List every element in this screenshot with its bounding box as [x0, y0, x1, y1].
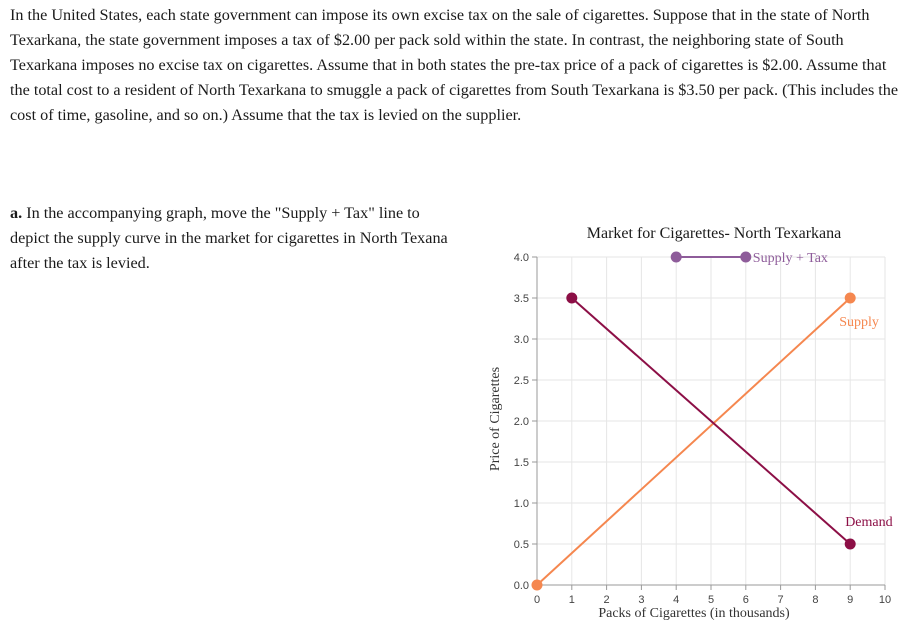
x-tick-label: 7 [777, 594, 784, 606]
supply-tax-point[interactable] [740, 252, 751, 263]
x-tick-label: 6 [742, 594, 749, 606]
x-axis-ticks [534, 585, 891, 606]
chart-title: Market for Cigarettes- North Texarkana [586, 225, 842, 242]
y-tick-label: 0.5 [513, 539, 529, 551]
x-tick-label: 8 [812, 594, 819, 606]
supply-line [537, 298, 850, 585]
supply-series [532, 293, 879, 591]
y-tick-label: 3.0 [513, 334, 529, 346]
question-label: a. [10, 204, 23, 222]
supply-tax-point[interactable] [671, 252, 682, 263]
demand-label: Demand [845, 515, 893, 530]
question-a [10, 201, 450, 276]
x-axis-label: Packs of Cigarettes (in thousands) [598, 606, 790, 621]
x-tick-label: 1 [568, 594, 575, 606]
supply-label: Supply [839, 315, 879, 330]
y-tick-label: 3.5 [513, 293, 529, 305]
x-tick-label: 0 [533, 594, 541, 606]
supply-point [845, 293, 856, 304]
problem-intro: In the United States, each state government can impose its own excise tax on the sale of cigarettes. Suppose that in the state of North Texarkana, the state government imposes a tax of $2.00 per pack sold within the state. In contrast, the neighboring state of South Texarkana imposes no excise tax on cigarettes. Assume that in both states the pre-tax price of a pack of cigarettes is $2.00. Assume that the total cost to a resident of North Texarkana to smuggle a pack of cigarettes from South Texarkana is $3.50 per pack. (This includes the cost of time, gasoline, and so on.) Assume that the tax is levied on the supplier. [10, 6, 899, 124]
y-axis-label: Price of Cigarettes [488, 366, 503, 472]
supply-point [532, 580, 543, 591]
y-tick-label: 2.0 [513, 416, 529, 428]
chart-svg [480, 215, 920, 632]
x-tick-label: 10 [878, 594, 892, 606]
y-axis-ticks [514, 252, 537, 592]
x-tick-label: 4 [673, 594, 680, 606]
market-chart [480, 215, 920, 632]
x-tick-label: 2 [603, 594, 610, 606]
demand-point [566, 293, 577, 304]
y-tick-label: 1.5 [513, 457, 529, 469]
demand-point [845, 539, 856, 550]
question-text: In the accompanying graph, move the "Supply + Tax" line to depict the supply curve in the market for cigarettes in North Texana after the tax is levied. [10, 204, 448, 272]
x-tick-label: 9 [847, 594, 854, 606]
x-tick-label: 5 [707, 594, 715, 606]
supply-tax-label: Supply + Tax [752, 251, 828, 266]
x-tick-label: 3 [638, 594, 645, 606]
y-tick-label: 1.0 [513, 498, 529, 510]
y-tick-label: 0.0 [513, 580, 529, 592]
supply-tax-series[interactable] [671, 251, 828, 266]
y-tick-label: 4.0 [513, 252, 529, 264]
y-tick-label: 2.5 [513, 375, 529, 387]
